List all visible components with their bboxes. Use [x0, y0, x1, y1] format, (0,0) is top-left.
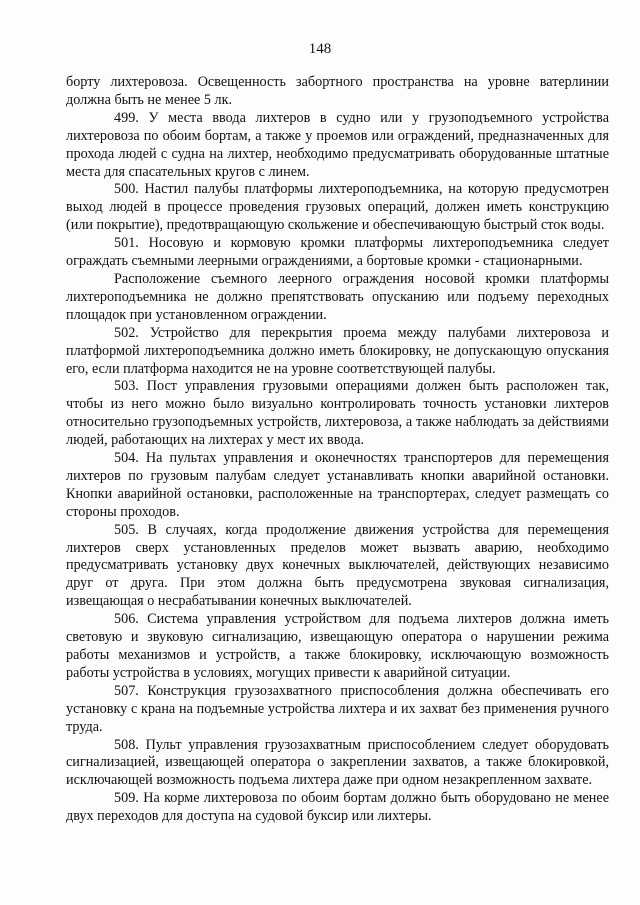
- paragraph-502: 502. Устройство для перекрытия проема между палубами лихтеровоза и платформой лихтероподъемника должно иметь блокировку, не допускающую опускания его, если платформа находится не на уровне соответствующей палубы.: [66, 324, 609, 377]
- paragraph-505: 505. В случаях, когда продолжение движения устройства для перемещения лихтеров сверх установленных пределов может вызвать аварию, необходимо предусматривать установку двух конечных выключателей, действующих независимо друг от друга. При этом должна быть предусмотрена звуковая сигнализация, извещающая о несрабатывании конечных выключателей.: [66, 521, 609, 610]
- paragraph-506: 506. Система управления устройством для подъема лихтеров должна иметь световую и звуковую сигнализацию, извещающую оператора о нарушении режима работы механизмов и устройств, а также блокировку, исключающую возможность работы устройства в условиях, могущих привести к аварийной ситуации.: [66, 611, 609, 681]
- page-number: 148: [308, 41, 332, 57]
- document-body: [66, 74, 609, 826]
- paragraph-504: 504. На пультах управления и оконечностях транспортеров для перемещения лихтеров по грузовым палубам следует устанавливать кнопки аварийной остановки. Кнопки аварийной остановки, расположенные на транспортерах, следует размещать со стороны проходов.: [66, 450, 609, 520]
- paragraph-509: 509. На корме лихтеровоза по обоим бортам должно быть оборудовано не менее двух переходов для доступа на судовой буксир или лихтеры.: [66, 790, 609, 825]
- paragraph-503: 503. Пост управления грузовыми операциями должен быть расположен так, чтобы из него можно было визуально контролировать точность установки лихтеров относительно грузоподъемных устройств, лихтеровоза, а также наблюдать за действиями людей, работающих на лихтерах у мест их ввода.: [66, 378, 609, 449]
- paragraph-continuation: борту лихтеровоза. Освещенность забортного пространства на уровне ватерлинии должна быть не менее 5 лк.: [66, 74, 609, 108]
- paragraph-501-note: Расположение съемного леерного ограждения носовой кромки платформы лихтероподъемника не должно препятствовать опусканию или подъему переходных площадок при установленном ограждении.: [66, 270, 609, 323]
- paragraph-501: 501. Носовую и кормовую кромки платформы лихтероподъемника следует ограждать съемными леерными ограждениями, а бортовые кромки - стационарными.: [66, 235, 609, 270]
- paragraph-508: 508. Пульт управления грузозахватным приспособлением следует оборудовать сигнализацией, извещающей оператора о закреплении захватов, а также блокировкой, исключающей возможность подъема лихтера даже при одном незакрепленном захвате.: [66, 736, 609, 789]
- paragraph-500: 500. Настил палубы платформы лихтероподъемника, на которую предусмотрен выход людей в процессе проведения грузовых операций, должен иметь конструкцию (или покрытие), предотвращающую скольжение и обеспечивающую быстрый сток воды.: [66, 181, 609, 234]
- paragraph-499: 499. У места ввода лихтеров в судно или у грузоподъемного устройства лихтеровоза по обоим бортам, а также у проемов или ограждений, предназначенных для прохода людей с судна на лихтер, необходимо предусматривать оборудованные штатные места для спасательных кругов с линем.: [66, 109, 609, 180]
- paragraph-507: 507. Конструкция грузозахватного приспособления должна обеспечивать его установку с крана на подъемные устройства лихтера и их захват без применения ручного труда.: [66, 682, 609, 735]
